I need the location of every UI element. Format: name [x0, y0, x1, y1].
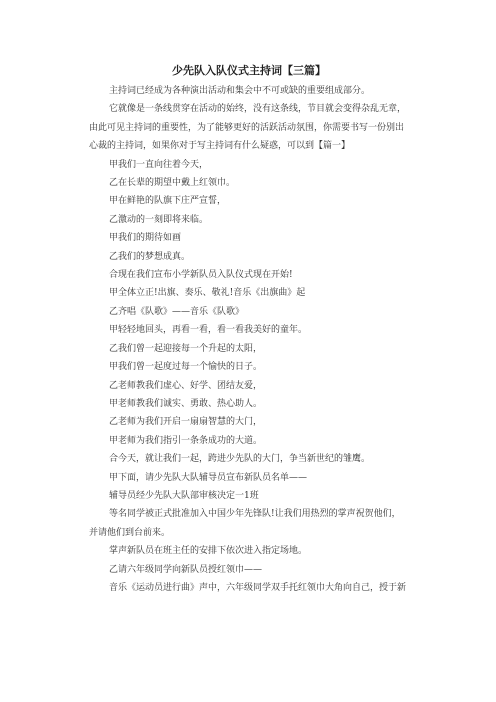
paragraph: 甲老师教我们诚实、勇敢、热心助人。	[109, 398, 263, 409]
paragraph: 甲我们的期待如画	[109, 233, 182, 244]
paragraph: 合现在我们宣布小学新队员入队仪式现在开始!	[109, 270, 293, 281]
paragraph: 乙激动的一刻即将来临。	[109, 214, 209, 225]
paragraph: 甲我们曾一起度过每一个愉快的日子。	[109, 362, 263, 373]
paragraph: 音乐《运动员进行曲》声中，六年级同学双手托红领巾大角向自己，授于新	[109, 582, 407, 593]
paragraph: 乙老师教我们虚心、好学、团结友爱，	[109, 380, 263, 391]
paragraph: 乙齐唱《队歌》——音乐《队歌》	[109, 306, 245, 317]
paragraph: 乙老师为我们开启一扇扇智慧的大门，	[109, 417, 263, 428]
paragraph: 甲下面，请少先队大队辅导员宣布新队员名单——	[109, 472, 308, 483]
paragraph: 甲老师为我们指引一条条成功的大道。	[109, 435, 263, 446]
paragraph: 甲轻轻地回头，再看一看，看一看我美好的童年。	[109, 325, 308, 336]
paragraph: 合今天，就让我们一起，跨进少先队的大门，争当新世纪的雏鹰。	[109, 454, 371, 465]
paragraph: 甲全体立正!出旗、奏乐、敬礼!音乐《出旗曲》起	[109, 288, 306, 299]
paragraph: 掌声新队员在班主任的安排下依次进入指定场地。	[109, 546, 308, 557]
paragraph: 等名同学被正式批准加入中国少年先锋队!让我们用热烈的掌声祝贺他们，并请他们到台前来。	[89, 509, 401, 538]
paragraph: 乙我们曾一起迎接每一个升起的太阳，	[109, 343, 263, 354]
paragraph: 它就像是一条线贯穿在活动的始终，没有这条线，节目就会变得杂乱无章，由此可见主持词的重要性，为了能够更好的活跃活动氛围，你需要书写一份别出心裁的主持词，如果你对于写主持词有什么疑惑，可以到【篇一】	[89, 104, 407, 152]
paragraph: 主持词已经成为各种演出活动和集会中不可或缺的重要组成部分。	[109, 86, 371, 96]
paragraph: 甲我们一直向往着今天，	[109, 159, 209, 170]
paragraph: 乙在长辈的期望中戴上红领巾。	[109, 178, 236, 189]
document-title: 少先队入队仪式主持词【三篇】	[172, 64, 326, 77]
paragraph: 乙我们的梦想成真。	[109, 251, 191, 262]
paragraph: 乙请六年级同学向新队员授红领巾——	[109, 564, 263, 575]
paragraph: 甲在鲜艳的队旗下庄严宣誓，	[109, 196, 227, 207]
paragraph: 辅导员经少先队大队部审核决定一1班	[109, 490, 259, 501]
